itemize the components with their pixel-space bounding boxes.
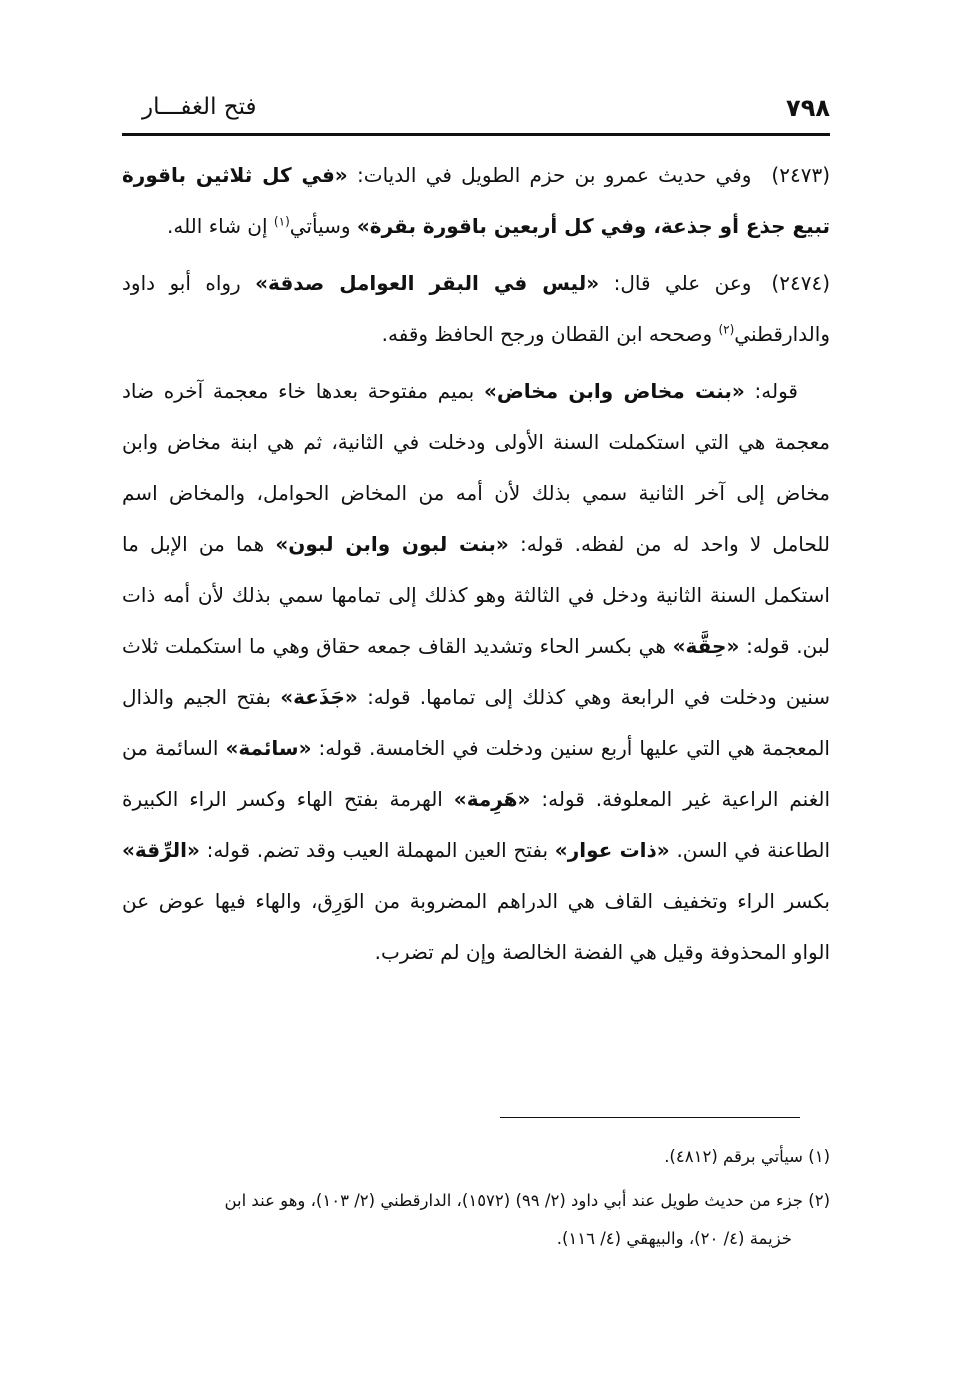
hadith-quote: «ليس في البقر العوامل صدقة» [255,271,600,295]
footnote-separator [500,1117,800,1118]
hadith-2474 [122,258,830,360]
hadith-tail: وصححه ابن القطان ورجح الحافظ وقفه. [381,322,719,346]
hadith-tail: إن شاء الله. [166,214,274,238]
footnote-marker: (٢) [718,322,735,337]
commentary-term: «بنت مخاض وابن مخاض» [483,379,745,403]
footnotes [122,1138,830,1264]
hadith-after-quote: وسيأتي [289,214,357,238]
commentary-term: «هَرِمة» [453,787,531,811]
commentary-text: بميم مفتوحة بعدها خاء معجمة آخره ضاد معجمة هي التي استكملت السنة الأولى ودخلت في الثانية، ثم هي ابنة مخاض وابن مخاض إلى آخر الثانية سمي بذلك لأن أمه من المخاض الحوامل، والمخاض اسم للحامل لا واحد له من لفظه. قوله: [122,379,831,556]
commentary-term: «جَذَعة» [280,685,358,709]
footnote-2 [122,1182,830,1258]
commentary-term: «سائمة» [225,736,312,760]
running-title: فتح الغفـــار [142,94,257,120]
footnote-marker: (١) [273,214,290,229]
commentary-term: «حِقَّة» [672,634,740,658]
main-text [122,150,830,978]
hadith-after-quote: رواه أبو داود والدارقطني [122,271,830,346]
commentary-text: بفتح الجيم والذال المعجمة هي التي عليها أربع سنين ودخلت في الخامسة. قوله: [122,685,830,760]
commentary-text: الهرمة بفتح الهاء وكسر الراء الكبيرة الطاعنة في السن. [122,787,831,862]
hadith-intro: وفي حديث عمرو بن حزم الطويل في الديات: [347,163,752,187]
commentary-text: قوله: [744,379,798,403]
hadith-intro: وعن علي قال: [599,271,752,295]
commentary-term: «الرِّقة» [122,838,200,862]
header-rule [122,133,830,136]
commentary-text: بفتح العين المهملة العيب وقد تضم. قوله: [199,838,555,862]
commentary-text: هي بكسر الحاء وتشديد القاف جمعه حقاق وهي ما استكملت ثلاث سنين ودخلت في الرابعة وهي كذلك إلى تمامها. قوله: [122,634,830,709]
commentary-term: «بنت لبون وابن لبون» [275,532,509,556]
commentary-text: هما من الإبل ما استكمل السنة الثانية ودخل في الثالثة وهو كذلك إلى تمامها سمي بذلك لأن أمه ذات لبن. قوله: [122,532,830,658]
page-header [122,88,830,136]
commentary-term: «ذات عوار» [554,838,670,862]
hadith-quote: «في كل ثلاثين باقورة تبيع جذع أو جذعة، وفي كل أربعين باقورة بقرة» [122,163,830,238]
commentary-text: بكسر الراء وتخفيف القاف هي الدراهم المضروبة من الوَرِق، والهاء فيها عوض عن الواو المحذوفة وقيل هي الفضة الخالصة وإن لم تضرب. [122,889,830,964]
footnote-2-line-2: خزيمة (٤/ ٢٠)، والبيهقي (٤/ ١١٦). [556,1229,792,1248]
hadith-number: (٢٤٧٣) [771,163,830,187]
page-number: ٧٩٨ [786,94,830,122]
commentary-text: السائمة من الغنم الراعية غير المعلوفة. قوله: [122,736,831,811]
commentary-paragraph [122,366,830,978]
hadith-number: (٢٤٧٤) [771,271,831,295]
hadith-2473 [122,150,830,252]
footnote-1: (١) سيأتي برقم (٤٨١٢). [664,1147,830,1166]
footnote-2-line-1: (٢) جزء من حديث طويل عند أبي داود (٢/ ٩٩) (١٥٧٢)، الدارقطني (٢/ ١٠٣)، وهو عند ابن [224,1191,830,1210]
